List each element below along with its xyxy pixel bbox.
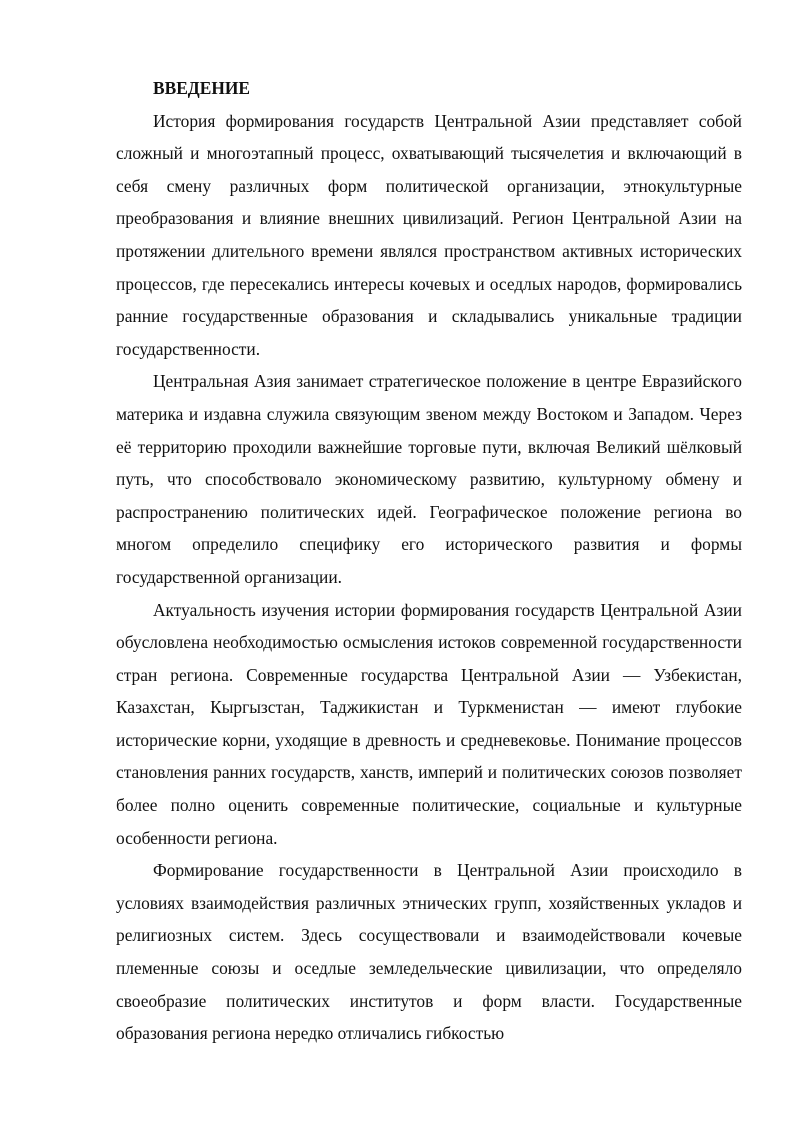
section-heading: ВВЕДЕНИЕ [153,78,251,98]
paragraph-1: История формирования государств Центральной Азии представляет собой сложный и многоэтапный процесс, охватывающий тысячелетия и включающий в себя смену различных форм политической организации, этнокультурные преобразования и влияние внешних цивилизаций. Регион Центральной Азии на протяжении длительного времени являлся пространством активных исторических процессов, где пересекались интересы кочевых и оседлых народов, формировались ранние государственные образования и складывались уникальные традиции государственности. [116,110,742,359]
paragraph-2: Центральная Азия занимает стратегическое положение в центре Евразийского материка и издавна служила связующим звеном между Востоком и Западом. Через её территорию проходили важнейшие торговые пути, включая Великий шёлковый путь, что способствовало экономическому развитию, культурному обмену и распространению политических идей. Географическое положение региона во многом определило специфику его исторического развития и формы государственной организации. [116,371,742,587]
document-page [116,72,742,1050]
paragraph-3: Актуальность изучения истории формирования государств Центральной Азии обусловлена необходимостью осмысления истоков современной государственности стран региона. Современные государства Центральной Азии — Узбекистан, Казахстан, Кыргызстан, Таджикистан и Туркменистан — имеют глубокие исторические корни, уходящие в древность и средневековье. Понимание процессов становления ранних государств, ханств, империй и политических союзов позволяет более полно оценить современные политические, социальные и культурные особенности региона. [116,599,742,848]
paragraph-4: Формирование государственности в Центральной Азии происходило в условиях взаимодействия различных этнических групп, хозяйственных укладов и религиозных систем. Здесь сосуществовали и взаимодействовали кочевые племенные союзы и оседлые земледельческие цивилизации, что определяло своеобразие политических институтов и форм власти. Государственные образования региона нередко отличались гибкостью [116,860,742,1044]
